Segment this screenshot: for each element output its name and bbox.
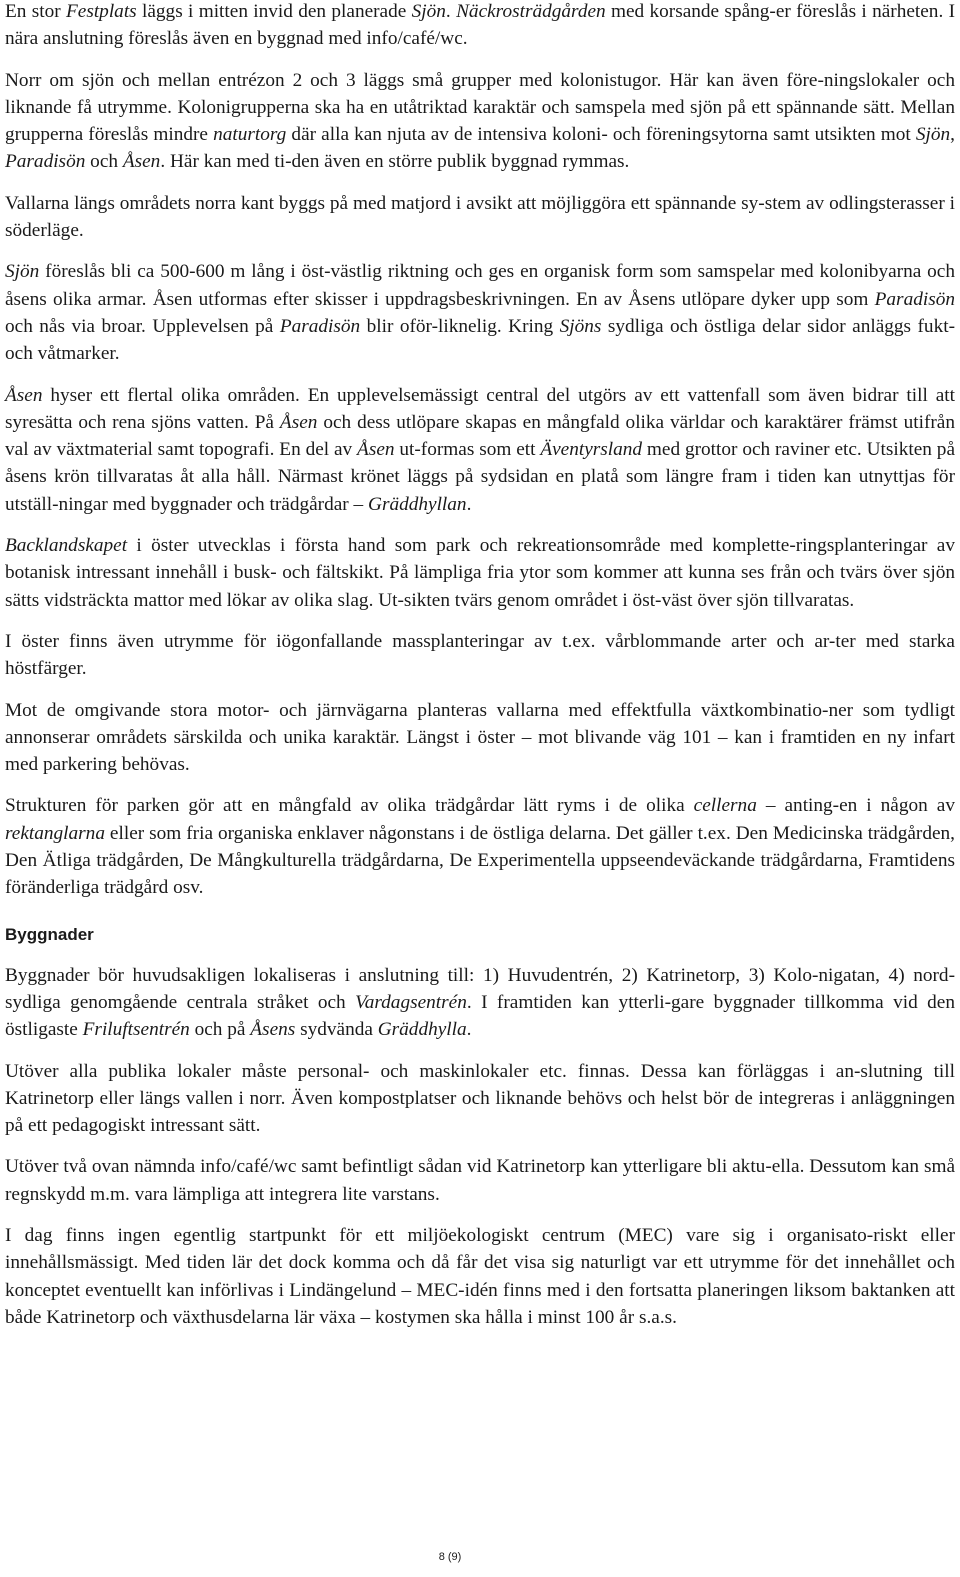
paragraph <box>5 628 955 683</box>
italic-term: Festplats <box>65 1 137 22</box>
paragraph <box>5 1222 955 1331</box>
text-run: Mot de omgivande stora motor- och järnvägarna planteras vallarna med effektfulla växtkombinatio-ner som tydligt annonserar områdets särskilda och unika karaktär. Längst i öster – mot blivande väg 101 – kan i framtiden en ny infart med parkering behövas. <box>5 699 955 776</box>
paragraph <box>5 67 955 176</box>
italic-term: Sjön <box>5 261 40 283</box>
text-run: . <box>466 493 472 515</box>
paragraph <box>5 382 955 518</box>
paragraph <box>5 258 955 367</box>
text-run: . Här kan med ti-den även en större publik byggnad rymmas. <box>160 151 630 173</box>
text-run: föreslås bli ca 500-600 m lång i öst-västlig riktning och ges en organisk form som samspelar med kolonibyarna och åsens olika armar. Åsen utformas efter skisser i uppdragsbeskrivningen. En av Åsens utlöpare dyker upp som <box>5 261 955 310</box>
italic-term: Paradisön <box>874 288 955 310</box>
italic-term: Åsen <box>5 384 43 406</box>
paragraph <box>5 792 955 901</box>
text-run: En stor <box>5 1 66 22</box>
text-run: sydvända <box>295 1019 378 1041</box>
paragraph <box>5 1153 955 1208</box>
text-run: där alla kan njuta av de intensiva koloni- och föreningsytorna samt utsikten mot <box>286 124 916 146</box>
italic-term: Näckrosträdgården <box>456 1 606 22</box>
italic-term: Åsen <box>279 411 318 433</box>
italic-term: Åsen <box>122 151 161 173</box>
text-run: . <box>466 1019 472 1041</box>
text-run: – anting-en i någon av <box>756 795 955 817</box>
italic-term: Gräddhyllan <box>368 493 467 515</box>
italic-term: cellerna <box>693 795 757 817</box>
italic-term: Sjöns <box>559 315 602 337</box>
text-run: blir oför-liknelig. Kring <box>360 315 560 337</box>
document-page <box>5 0 955 1345</box>
italic-term: Gräddhylla <box>377 1019 467 1041</box>
text-run: och dess utlöpare skapas en mångfald olika världar och karaktärer främst utifrån val av växtmaterial samt topografi. En del av <box>5 411 955 461</box>
text-run: I öster finns även utrymme för iögonfallande massplanteringar av t.ex. vårblommande arter och ar-ter med starka höstfärger. <box>5 630 955 680</box>
italic-term: Äventyrsland <box>540 439 643 461</box>
paragraph <box>5 962 955 1044</box>
italic-term: Paradisön <box>279 315 361 337</box>
text-run: med grottor och raviner etc. Utsikten på åsens krön tillvaratas åt alla håll. Närmast krönet läggs på sydsidan en platå som längre fram i tiden kan utnyttjas för utställ-ningar med byggnader och trädgårdar – <box>5 439 956 515</box>
italic-term: Backlandskapet <box>5 535 128 557</box>
text-run: . I framtiden kan ytterli-gare byggnader tillkomma vid den östligaste <box>5 991 955 1041</box>
text-run: hyser ett flertal olika områden. En upplevelsemässigt central del utgörs av ett vattenfall som även bidrar till att syresätta och rena sjöns vatten. På <box>5 384 955 433</box>
page-number: 8 (9) <box>438 1551 462 1563</box>
section-heading-byggnader: Byggnader <box>5 924 94 944</box>
body-text-section-byggnader <box>5 962 955 1332</box>
text-run: sydliga och östliga delar sidor anläggs fukt- och våtmarker. <box>5 315 955 365</box>
text-run: och <box>85 151 123 173</box>
paragraph <box>5 697 955 779</box>
text-run: och på <box>189 1019 251 1041</box>
paragraph <box>5 1058 955 1140</box>
italic-term: Åsens <box>250 1019 296 1041</box>
italic-term: Vardagsentrén <box>355 991 467 1013</box>
italic-term: rektanglarna <box>5 822 105 844</box>
text-run: Strukturen för parken gör att en mångfald av olika trädgårdar lätt ryms i de olika <box>5 795 694 817</box>
text-run: ut-formas som ett <box>394 439 541 461</box>
italic-term: Friluftsentrén <box>82 1019 190 1041</box>
italic-term: Sjön <box>411 1 446 22</box>
text-run: läggs i mitten invid den planerade <box>136 1 412 22</box>
italic-term: naturtorg <box>213 124 287 146</box>
text-run: och nås via broar. Upplevelsen på <box>5 315 280 337</box>
text-run: Utöver två ovan nämnda info/café/wc samt befintligt sådan vid Katrinetorp kan ytterligare bli aktu-ella. Dessutom kan små regnskydd m.m. vara lämpliga att integrera lite varstans. <box>5 1156 955 1205</box>
text-run: Norr om sjön och mellan entrézon 2 och 3 läggs små grupper med kolonistugor. Här kan även före-ningslokaler och liknande få utrymme. Kolonigrupperna ska ha en utåtriktad karaktär och samspela med sjön på ett spännande sätt. Mellan grupperna föreslås mindre <box>5 69 955 146</box>
paragraph <box>5 190 955 245</box>
text-run: Utöver alla publika lokaler måste personal- och maskinlokaler etc. finnas. Dessa kan förläggas i an-slutning till Katrinetorp eller längs vallen i norr. Även kompostplatser och liknande behövs och helst bör de integreras i anläggningen på ett pedagogiskt intressant sätt. <box>5 1060 955 1137</box>
text-run: I dag finns ingen egentlig startpunkt för ett miljöekologiskt centrum (MEC) vare sig i organisato-riskt eller innehållsmässigt. Med tiden lär det dock komma och då får det visa sig naturligt var ett utrymme för det innehållet och konceptet eventuellt kan införlivas i Lindängelund – MEC-idén finns med i den fortsatta planeringen liksom baktanken att både Katrinetorp och växthusdelarna lär växa – kostymen ska hålla i minst 100 år s.a.s. <box>5 1224 955 1328</box>
italic-term: Åsen <box>357 439 395 461</box>
paragraph <box>5 532 955 614</box>
text-run: , <box>950 124 955 146</box>
text-run: i öster utvecklas i första hand som park och rekreationsområde med komplette-ringsplanteringar av botanisk intressant innehåll i busk- och fältskikt. På lämpliga fria ytor som kommer att kunna ses från och tvärs över sjön sätts vidsträckta mattor med lökar av olika slag. Ut-sikten tvärs genom området i öst-väst över sjön tillvaratas. <box>5 535 955 611</box>
text-run: . <box>445 1 457 22</box>
paragraph <box>5 0 955 53</box>
text-run: med korsande spång-er föreslås i närheten. I nära anslutning föreslås även en byggnad med info/café/wc. <box>5 1 956 50</box>
text-run: Byggnader bör huvudsakligen lokaliseras i anslutning till: 1) Huvudentrén, 2) Katrinetorp, 3) Kolo-nigatan, 4) nord-sydliga genomgående centrala stråket och <box>5 964 955 1013</box>
italic-term: Paradisön <box>5 151 86 173</box>
italic-term: Sjön <box>915 124 951 146</box>
body-text-section <box>5 0 955 902</box>
text-run: eller som fria organiska enklaver någonstans i de östliga delarna. Det gäller t.ex. Den Medicinska trädgården, Den Ätliga trädgården, De Mångkulturella trädgårdarna, De Experimentella uppseendeväckande trädgårdarna, Framtidens föränderliga trädgård osv. <box>5 822 955 899</box>
text-run: Vallarna längs områdets norra kant byggs på med matjord i avsikt att möjliggöra ett spännande sy-stem av odlingsterasser i söderläge. <box>5 192 955 242</box>
